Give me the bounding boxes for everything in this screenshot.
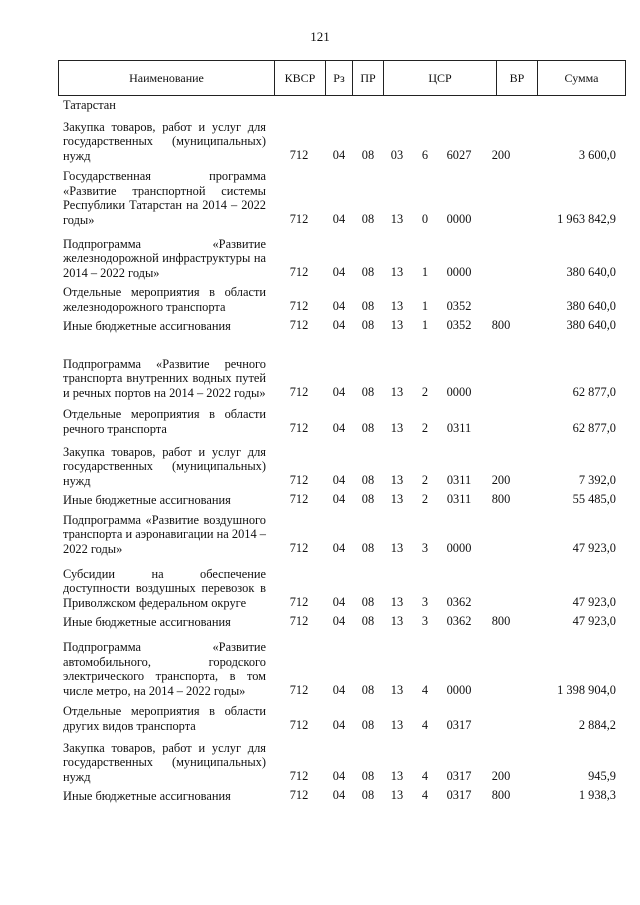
column-header-rz: Рз — [326, 61, 353, 95]
cell-sum: 7 392,0 — [578, 472, 616, 487]
cell-kvsr: 712 — [289, 768, 309, 783]
cell-pr: 08 — [361, 613, 375, 628]
cell-kvsr: 712 — [289, 298, 309, 313]
cell-rz: 04 — [332, 317, 346, 332]
cell-pr: 08 — [361, 420, 375, 435]
row-name: Отдельные мероприятия в области других видов транспорта — [63, 704, 266, 733]
cell-rz: 04 — [332, 540, 346, 555]
cell-kvsr: 712 — [289, 682, 309, 697]
cell-vr: 200 — [491, 147, 511, 162]
cell-vr: 800 — [491, 317, 511, 332]
cell-csr1: 13 — [390, 211, 404, 226]
row-name: Иные бюджетные ассигнования — [63, 492, 231, 507]
cell-sum: 3 600,0 — [578, 147, 616, 162]
cell-sum: 47 923,0 — [572, 594, 616, 609]
cell-pr: 08 — [361, 317, 375, 332]
cell-csr3: 0000 — [446, 211, 472, 226]
row-name: Отдельные мероприятия в области железнодорожного транспорта — [63, 285, 266, 314]
cell-kvsr: 712 — [289, 147, 309, 162]
cell-pr: 08 — [361, 787, 375, 802]
cell-csr2: 0 — [421, 211, 429, 226]
cell-pr: 08 — [361, 491, 375, 506]
table-row — [0, 559, 640, 629]
cell-csr2: 1 — [421, 317, 429, 332]
cell-csr2: 2 — [421, 420, 429, 435]
cell-csr2: 4 — [421, 717, 429, 732]
cell-pr: 08 — [361, 298, 375, 313]
cell-pr: 08 — [361, 768, 375, 783]
cell-rz: 04 — [332, 594, 346, 609]
cell-csr1: 13 — [390, 264, 404, 279]
cell-csr1: 13 — [390, 420, 404, 435]
column-header-vr: ВР — [497, 61, 538, 95]
cell-pr: 08 — [361, 594, 375, 609]
cell-csr1: 13 — [390, 298, 404, 313]
cell-kvsr: 712 — [289, 472, 309, 487]
row-name: Иные бюджетные ассигнования — [63, 788, 231, 803]
page-number: 121 — [310, 29, 330, 44]
cell-sum: 945,9 — [588, 768, 616, 783]
cell-pr: 08 — [361, 211, 375, 226]
row-name: Субсидии на обеспечение доступности воздушных перевозок в Приволжском федеральном округе — [63, 566, 266, 610]
cell-rz: 04 — [332, 472, 346, 487]
cell-pr: 08 — [361, 384, 375, 399]
cell-pr: 08 — [361, 540, 375, 555]
cell-rz: 04 — [332, 717, 346, 732]
cell-csr2: 4 — [421, 768, 429, 783]
cell-csr3: 0000 — [446, 384, 472, 399]
cell-pr: 08 — [361, 264, 375, 279]
table-row — [0, 263, 640, 333]
cell-csr3: 0311 — [446, 420, 472, 435]
cell-rz: 04 — [332, 491, 346, 506]
cell-sum: 1 938,3 — [578, 787, 616, 802]
cell-csr3: 0352 — [446, 298, 472, 313]
cell-csr1: 13 — [390, 472, 404, 487]
cell-csr1: 13 — [390, 540, 404, 555]
cell-csr2: 1 — [421, 298, 429, 313]
column-header-csr: ЦСР — [384, 61, 497, 95]
cell-csr1: 13 — [390, 613, 404, 628]
cell-csr3: 0000 — [446, 540, 472, 555]
cell-vr: 200 — [491, 472, 511, 487]
cell-rz: 04 — [332, 147, 346, 162]
row-name: Подпрограмма «Развитие автомобильного, городского электрического транспорта, в том числе метро, на 2014 – 2022 годы» — [63, 640, 266, 698]
cell-csr1: 13 — [390, 491, 404, 506]
cell-csr1: 13 — [390, 384, 404, 399]
cell-csr2: 4 — [421, 787, 429, 802]
row-name: Государственная программа «Развитие транспортной системы Республики Татарстан на 2014 – 2022 годы» — [63, 169, 266, 227]
cell-vr: 800 — [491, 491, 511, 506]
cell-csr3: 0000 — [446, 682, 472, 697]
cell-csr3: 6027 — [446, 147, 472, 162]
column-header-pr: ПР — [353, 61, 384, 95]
table-row — [0, 93, 640, 163]
cell-kvsr: 712 — [289, 540, 309, 555]
row-name: Иные бюджетные ассигнования — [63, 318, 231, 333]
cell-sum: 62 877,0 — [572, 384, 616, 399]
cell-csr3: 0362 — [446, 594, 472, 609]
cell-sum: 62 877,0 — [572, 420, 616, 435]
table-header — [58, 60, 626, 96]
cell-sum: 380 640,0 — [566, 264, 616, 279]
cell-csr2: 3 — [421, 540, 429, 555]
cell-csr2: 4 — [421, 682, 429, 697]
cell-sum: 1 963 842,9 — [557, 211, 616, 226]
cell-kvsr: 712 — [289, 491, 309, 506]
cell-vr: 800 — [491, 613, 511, 628]
row-name: Закупка товаров, работ и услуг для государственных (муниципальных) нужд — [63, 444, 266, 488]
cell-rz: 04 — [332, 298, 346, 313]
cell-rz: 04 — [332, 682, 346, 697]
row-name: Подпрограмма «Развитие воздушного транспорта и аэронавигации на 2014 – 2022 годы» — [63, 512, 266, 556]
cell-pr: 08 — [361, 147, 375, 162]
cell-kvsr: 712 — [289, 594, 309, 609]
row-name: Подпрограмма «Развитие речного транспорта внутренних водных путей и речных портов на 2014 – 2022 годы» — [63, 356, 266, 400]
cell-sum: 1 398 904,0 — [557, 682, 616, 697]
cell-rz: 04 — [332, 264, 346, 279]
row-name: Закупка товаров, работ и услуг для государственных (муниципальных) нужд — [63, 119, 266, 163]
cell-kvsr: 712 — [289, 787, 309, 802]
cell-vr: 200 — [491, 768, 511, 783]
row-name: Иные бюджетные ассигнования — [63, 614, 231, 629]
cell-kvsr: 712 — [289, 384, 309, 399]
cell-pr: 08 — [361, 717, 375, 732]
cell-kvsr: 712 — [289, 317, 309, 332]
cell-csr3: 0311 — [446, 491, 472, 506]
cell-csr1: 03 — [390, 147, 404, 162]
cell-csr2: 3 — [421, 613, 429, 628]
cell-csr1: 13 — [390, 682, 404, 697]
cell-rz: 04 — [332, 211, 346, 226]
cell-csr1: 13 — [390, 717, 404, 732]
cell-rz: 04 — [332, 768, 346, 783]
cell-csr1: 13 — [390, 768, 404, 783]
row-name: Закупка товаров, работ и услуг для государственных (муниципальных) нужд — [63, 740, 266, 784]
table-row — [0, 733, 640, 803]
cell-kvsr: 712 — [289, 613, 309, 628]
cell-pr: 08 — [361, 682, 375, 697]
cell-pr: 08 — [361, 472, 375, 487]
cell-csr3: 0352 — [446, 317, 472, 332]
cell-kvsr: 712 — [289, 264, 309, 279]
cell-kvsr: 712 — [289, 420, 309, 435]
cell-csr2: 1 — [421, 264, 429, 279]
cell-sum: 380 640,0 — [566, 298, 616, 313]
cell-rz: 04 — [332, 613, 346, 628]
row-name: Отдельные мероприятия в области речного транспорта — [63, 407, 266, 436]
cell-csr2: 2 — [421, 472, 429, 487]
cell-csr3: 0000 — [446, 264, 472, 279]
cell-csr3: 0317 — [446, 787, 472, 802]
cell-rz: 04 — [332, 420, 346, 435]
cell-csr2: 6 — [421, 147, 429, 162]
cell-csr2: 2 — [421, 491, 429, 506]
cell-csr3: 0362 — [446, 613, 472, 628]
cell-kvsr: 712 — [289, 717, 309, 732]
cell-sum: 47 923,0 — [572, 613, 616, 628]
cell-csr3: 0317 — [446, 768, 472, 783]
cell-sum: 47 923,0 — [572, 540, 616, 555]
continuation-text: Татарстан — [63, 98, 116, 112]
column-header-kvsr: КВСР — [275, 61, 326, 95]
cell-csr1: 13 — [390, 787, 404, 802]
column-header-name: Наименование — [59, 61, 275, 95]
cell-csr3: 0317 — [446, 717, 472, 732]
column-header-sum: Сумма — [564, 70, 599, 85]
cell-sum: 2 884,2 — [578, 717, 616, 732]
row-name: Подпрограмма «Развитие железнодорожной инфраструктуры на 2014 – 2022 годы» — [63, 236, 266, 280]
cell-csr2: 2 — [421, 384, 429, 399]
cell-csr3: 0311 — [446, 472, 472, 487]
cell-vr: 800 — [491, 787, 511, 802]
cell-sum: 380 640,0 — [566, 317, 616, 332]
cell-csr2: 3 — [421, 594, 429, 609]
cell-sum: 55 485,0 — [572, 491, 616, 506]
cell-csr1: 13 — [390, 594, 404, 609]
cell-rz: 04 — [332, 787, 346, 802]
cell-rz: 04 — [332, 384, 346, 399]
cell-kvsr: 712 — [289, 211, 309, 226]
cell-csr1: 13 — [390, 317, 404, 332]
